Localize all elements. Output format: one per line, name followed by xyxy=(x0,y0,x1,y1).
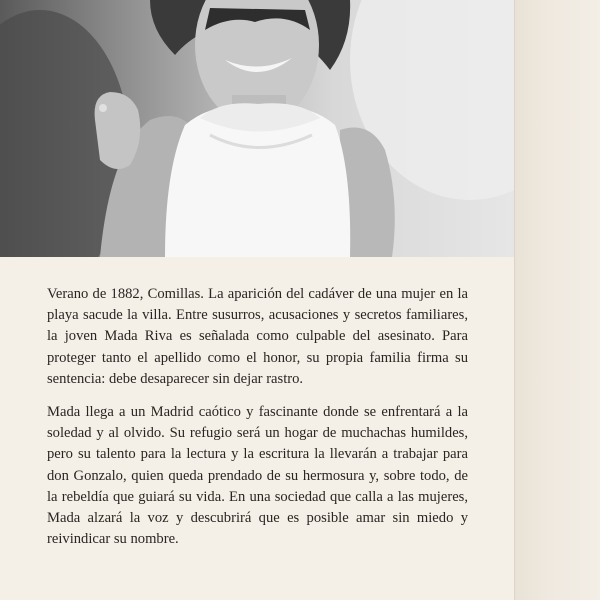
woman-portrait-photo xyxy=(0,0,514,257)
author-photo xyxy=(0,0,514,257)
back-cover-blurb xyxy=(47,284,468,562)
blurb-paragraph-1: Verano de 1882, Comillas. La aparición del cadáver de una mujer en la playa sacude la villa. Entre susurros, acusaciones y secretos familiares, la joven Mada Riva es señalada como culpable del asesinato. Para proteger tanto el apellido como el honor, su propia familia firma su sentencia: debe desaparecer sin dejar rastro. xyxy=(47,286,468,387)
blurb-paragraph-2: Mada llega a un Madrid caótico y fascinante donde se enfrentará a la soledad y al olvido. Su refugio será un hogar de muchachas humildes, pero su talento para la lectura y la escritura la llevarán a trabajar para don Gonzalo, quien queda prendado de su hermosura y, sobre todo, de la rebeldía que guiará su vida. En una sociedad que calla a las mujeres, Mada alzará la voz y descubrirá que es posible amar sin miedo y reivindicar su nombre. xyxy=(47,404,468,548)
page-edge xyxy=(514,0,600,600)
